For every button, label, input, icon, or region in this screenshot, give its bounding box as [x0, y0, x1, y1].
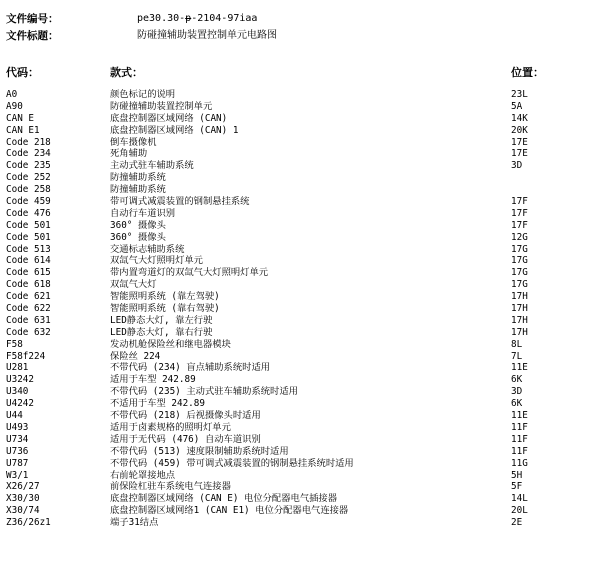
- row-code: CAN E: [6, 112, 34, 124]
- table-row: [0, 113, 603, 125]
- row-description: 防撞辅助系统: [110, 172, 166, 184]
- row-code: F58f224: [6, 350, 46, 362]
- table-row: [0, 517, 603, 529]
- table-row: [0, 232, 603, 244]
- row-code: Code 513: [6, 243, 51, 255]
- row-code: U281: [6, 362, 29, 374]
- row-position: 2E: [511, 517, 523, 529]
- row-position: 11E: [511, 410, 528, 422]
- table-row: [0, 339, 603, 351]
- row-description: 右前轮罩接地点: [110, 469, 176, 481]
- row-description: 死角辅助: [110, 148, 148, 160]
- column-header-desc: 款式：: [110, 66, 143, 79]
- table-row: [0, 291, 603, 303]
- table-row: [0, 101, 603, 113]
- row-position: 11F: [511, 421, 528, 433]
- row-position: 11G: [511, 457, 528, 469]
- row-description: 智能照明系统 (靠右驾驶): [110, 303, 220, 315]
- row-description: 底盘控制器区域网络 (CAN) 1: [110, 124, 239, 136]
- table-row: [0, 446, 603, 458]
- table-row: [0, 422, 603, 434]
- row-description: 360° 摄像头: [110, 231, 166, 243]
- row-description: 自动行车道识别: [110, 207, 176, 219]
- row-position: 17H: [511, 303, 528, 315]
- file-number-struck: p: [185, 13, 192, 24]
- row-position: 17G: [511, 243, 528, 255]
- row-position: 5F: [511, 481, 523, 493]
- row-position: 5H: [511, 469, 523, 481]
- row-code: U44: [6, 410, 23, 422]
- row-code: Code 618: [6, 279, 51, 291]
- table-row: [0, 196, 603, 208]
- row-code: A90: [6, 100, 23, 112]
- row-description: LED静态大灯, 靠右行驶: [110, 326, 213, 338]
- row-description: 发动机舱保险丝和继电器模块: [110, 338, 231, 350]
- table-row: [0, 244, 603, 256]
- row-code: Code 459: [6, 196, 51, 208]
- row-description: 适用于卤素规格的照明灯单元: [110, 421, 231, 433]
- row-description: 主动式驻车辅助系统: [110, 160, 194, 172]
- row-description: 底盘控制器区域网络 (CAN E) 电位分配器电气插接器: [110, 493, 338, 505]
- table-row: [0, 279, 603, 291]
- row-description: 防碰撞辅助装置控制单元: [110, 100, 213, 112]
- row-position: 17H: [511, 291, 528, 303]
- row-position: 17G: [511, 279, 528, 291]
- table-row: [0, 362, 603, 374]
- row-position: 5A: [511, 100, 523, 112]
- row-code: Code 258: [6, 184, 51, 196]
- row-code: Code 235: [6, 160, 51, 172]
- row-code: F58: [6, 338, 23, 350]
- row-description: 交通标志辅助系统: [110, 243, 185, 255]
- row-description: 端子31结点: [110, 517, 159, 529]
- table-row: [0, 148, 603, 160]
- file-number-value: [137, 12, 257, 26]
- row-position: 17H: [511, 326, 528, 338]
- row-position: 7L: [511, 350, 523, 362]
- row-code: Code 615: [6, 267, 51, 279]
- row-description: 底盘控制器区域网络 (CAN): [110, 112, 228, 124]
- table-row: [0, 160, 603, 172]
- row-position: 8L: [511, 338, 523, 350]
- row-description: 带可调式减震装置的钢制悬挂系统: [110, 196, 250, 208]
- table-row: [0, 137, 603, 149]
- row-code: U736: [6, 445, 29, 457]
- table-row: [0, 172, 603, 184]
- row-position: 14L: [511, 493, 528, 505]
- row-position: 17E: [511, 136, 528, 148]
- file-number-prefix: pe30.30-: [137, 13, 186, 24]
- row-code: Code 501: [6, 219, 51, 231]
- row-description: 颜色标记的说明: [110, 89, 176, 100]
- row-position: 11F: [511, 433, 528, 445]
- row-description: 不带代码 (235) 主动式驻车辅助系统时适用: [110, 386, 298, 398]
- row-description: 双氙气大灯照明灯单元: [110, 255, 203, 267]
- table-row: [0, 386, 603, 398]
- table-row: [0, 327, 603, 339]
- row-description: LED静态大灯, 靠左行驶: [110, 314, 213, 326]
- row-code: Code 234: [6, 148, 51, 160]
- row-position: 17F: [511, 207, 528, 219]
- row-position: 3D: [511, 160, 523, 172]
- row-code: U493: [6, 421, 29, 433]
- row-position: 17G: [511, 255, 528, 267]
- row-position: 3D: [511, 386, 523, 398]
- legend-table: [0, 89, 603, 529]
- table-row: [0, 493, 603, 505]
- table-row: [0, 374, 603, 386]
- row-description: 保险丝 224: [110, 350, 161, 362]
- row-description: 智能照明系统 (靠左驾驶): [110, 291, 220, 303]
- row-code: U340: [6, 386, 29, 398]
- row-position: 23L: [511, 89, 528, 100]
- row-code: Code 252: [6, 172, 51, 184]
- row-code: Code 614: [6, 255, 51, 267]
- row-code: Code 476: [6, 207, 51, 219]
- row-code: Code 621: [6, 291, 51, 303]
- table-row: [0, 481, 603, 493]
- table-row: [0, 125, 603, 137]
- row-position: 17G: [511, 267, 528, 279]
- row-description: 不带代码 (234) 盲点辅助系统时适用: [110, 362, 271, 374]
- row-code: X30/74: [6, 505, 40, 517]
- row-position: 6K: [511, 374, 523, 386]
- row-position: 17F: [511, 219, 528, 231]
- table-row: [0, 220, 603, 232]
- row-description: 防撞辅助系统: [110, 184, 166, 196]
- table-row: [0, 184, 603, 196]
- file-title-label: 文件标题：: [6, 30, 59, 42]
- row-code: Code 218: [6, 136, 51, 148]
- row-description: 底盘控制器区域网络1 (CAN E1) 电位分配器电气连接器: [110, 505, 349, 517]
- row-description: 360° 摄像头: [110, 219, 166, 231]
- row-code: A0: [6, 89, 18, 100]
- table-row: [0, 470, 603, 482]
- row-code: Code 501: [6, 231, 51, 243]
- row-position: 12G: [511, 231, 528, 243]
- row-position: 20K: [511, 124, 528, 136]
- table-row: [0, 351, 603, 363]
- row-description: 适用于车型 242.89: [110, 374, 196, 386]
- table-row: [0, 255, 603, 267]
- row-description: 不带代码 (513) 速度限制辅助系统时适用: [110, 445, 289, 457]
- row-position: 20L: [511, 505, 528, 517]
- row-position: 17H: [511, 314, 528, 326]
- row-position: 17F: [511, 196, 528, 208]
- table-row: [0, 398, 603, 410]
- row-description: 倒车摄像机: [110, 136, 157, 148]
- row-position: 6K: [511, 398, 523, 410]
- row-description: 不适用于车型 242.89: [110, 398, 205, 410]
- row-position: 11F: [511, 445, 528, 457]
- table-row: [0, 434, 603, 446]
- column-header-pos: 位置：: [511, 66, 544, 79]
- table-row: [0, 410, 603, 422]
- row-code: X30/30: [6, 493, 40, 505]
- row-description: 适用于无代码 (476) 自动车道识别: [110, 433, 261, 445]
- file-number-label: 文件编号：: [6, 13, 59, 25]
- table-row: [0, 303, 603, 315]
- row-code: W3/1: [6, 469, 29, 481]
- file-number-suffix: -2104-97iaa: [191, 13, 258, 24]
- row-code: Code 631: [6, 314, 51, 326]
- row-description: 带内置弯道灯的双氙气大灯照明灯单元: [110, 267, 269, 279]
- row-position: 11E: [511, 362, 528, 374]
- row-description: 不带代码 (459) 带可调式减震装置的钢制悬挂系统时适用: [110, 457, 354, 469]
- row-code: X26/27: [6, 481, 40, 493]
- table-row: [0, 89, 603, 101]
- table-row: [0, 315, 603, 327]
- row-position: 17E: [511, 148, 528, 160]
- row-code: CAN E1: [6, 124, 40, 136]
- row-code: U3242: [6, 374, 34, 386]
- row-code: Code 622: [6, 303, 51, 315]
- row-position: 14K: [511, 112, 528, 124]
- table-row: [0, 208, 603, 220]
- table-row: [0, 505, 603, 517]
- row-description: 前保险杠驻车系统电气连接器: [110, 481, 231, 493]
- row-code: U734: [6, 433, 29, 445]
- file-title-value: 防碰撞辅助装置控制单元电路图: [137, 30, 277, 41]
- row-description: 不带代码 (218) 后视摄像头时适用: [110, 410, 261, 422]
- row-code: Z36/26z1: [6, 517, 51, 529]
- table-row: [0, 458, 603, 470]
- row-code: Code 632: [6, 326, 51, 338]
- row-code: U787: [6, 457, 29, 469]
- row-code: U4242: [6, 398, 34, 410]
- column-header-code: 代码：: [6, 66, 39, 79]
- table-row: [0, 267, 603, 279]
- row-description: 双氙气大灯: [110, 279, 157, 291]
